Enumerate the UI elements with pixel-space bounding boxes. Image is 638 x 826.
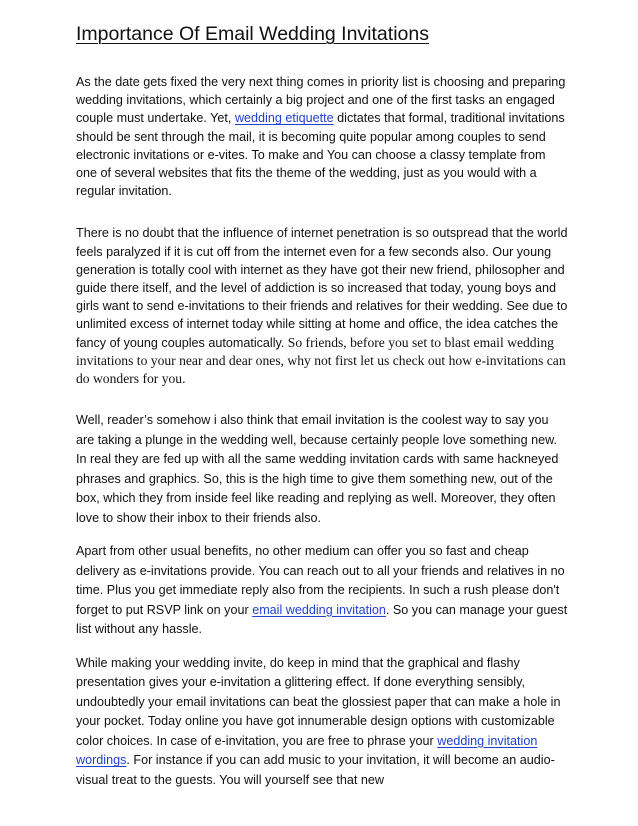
- document-page: [76, 20, 568, 790]
- paragraph-coolest-way: [76, 411, 568, 528]
- paragraph-text: While making your wedding invite, do keep in mind that the graphical and flashy presentation gives your e-invitation a glittering effect. If done everything sensibly, undoubtedly your email invitations can beat the glossiest paper that can make a hole in your pocket. Today online you have got innumerable design options with customizable color choices. In case of e-invitation, you are free to phrase your: [76, 655, 561, 748]
- page-title: Importance Of Email Wedding Invitations: [76, 23, 429, 45]
- paragraph-text: . So you can manage your guest list without any hassle.: [76, 602, 568, 637]
- paragraph-internet-influence: [76, 224, 568, 388]
- paragraph-text: As the date gets fixed the very next thing comes in priority list is choosing and preparing wedding invitations, which certainly a big project and one of the first tasks an engaged couple must undertake. Yet,: [76, 75, 566, 126]
- paragraph-text: dictates that formal, traditional invitations should be sent through the mail, it is becoming quite popular among couples to send electronic invitations or e-vites. To make and You can choose a classy template from one of several websites that fits the theme of the wedding, just as you would with a regular invitation.: [76, 111, 565, 199]
- paragraph-benefits: [76, 542, 568, 640]
- paragraph-design-tips: [76, 654, 568, 791]
- paragraph-text: There is no doubt that the influence of internet penetration is so outspread that the world feels paralyzed if it is cut off from the internet even for a few seconds also. Our young generation is totally cool with internet as they have got their new friend, philosopher and guide there itself, and the level of addiction is so increased that today, young boys and girls want to send e-invitations to their friends and relatives for their wedding. See due to unlimited excess of internet today while sitting at home and office, the idea catches the fancy of young couples automatically.: [76, 226, 568, 350]
- paragraph-intro: [76, 73, 568, 200]
- paragraph-text: Well, reader’s somehow i also think that email invitation is the coolest way to say you are taking a plunge in the wedding well, because certainly people love something new. In real they are fed up with all the same wedding invitation cards with same hackneyed phrases and graphics. So, this is the high time to give them something new, out of the box, which they from inside feel like reading and replying as well. Moreover, they often love to show their inbox to their friends also.: [76, 413, 559, 525]
- email-wedding-invitation-link[interactable]: email wedding invitation: [252, 602, 386, 617]
- wedding-etiquette-link[interactable]: wedding etiquette: [234, 111, 334, 126]
- wedding-invitation-wordings-link[interactable]: wedding invitation wordings: [76, 733, 538, 768]
- paragraph-text: . For instance if you can add music to your invitation, it will become an audio-visual treat to the guests. You will yourself see that new: [76, 753, 555, 787]
- paragraph-text: Apart from other usual benefits, no other medium can offer you so fast and cheap delivery as e-invitations provide. You can reach out to all your friends and relatives in no time. Plus you get immediate reply also from the recipients. In such a rush please don't forget to put RSVP link on your: [76, 544, 565, 617]
- paragraph-text-serif: So friends, before you set to blast email wedding invitations to your near and dear ones, why not first let us check out how e-invitations can do wonders for you.: [76, 334, 566, 387]
